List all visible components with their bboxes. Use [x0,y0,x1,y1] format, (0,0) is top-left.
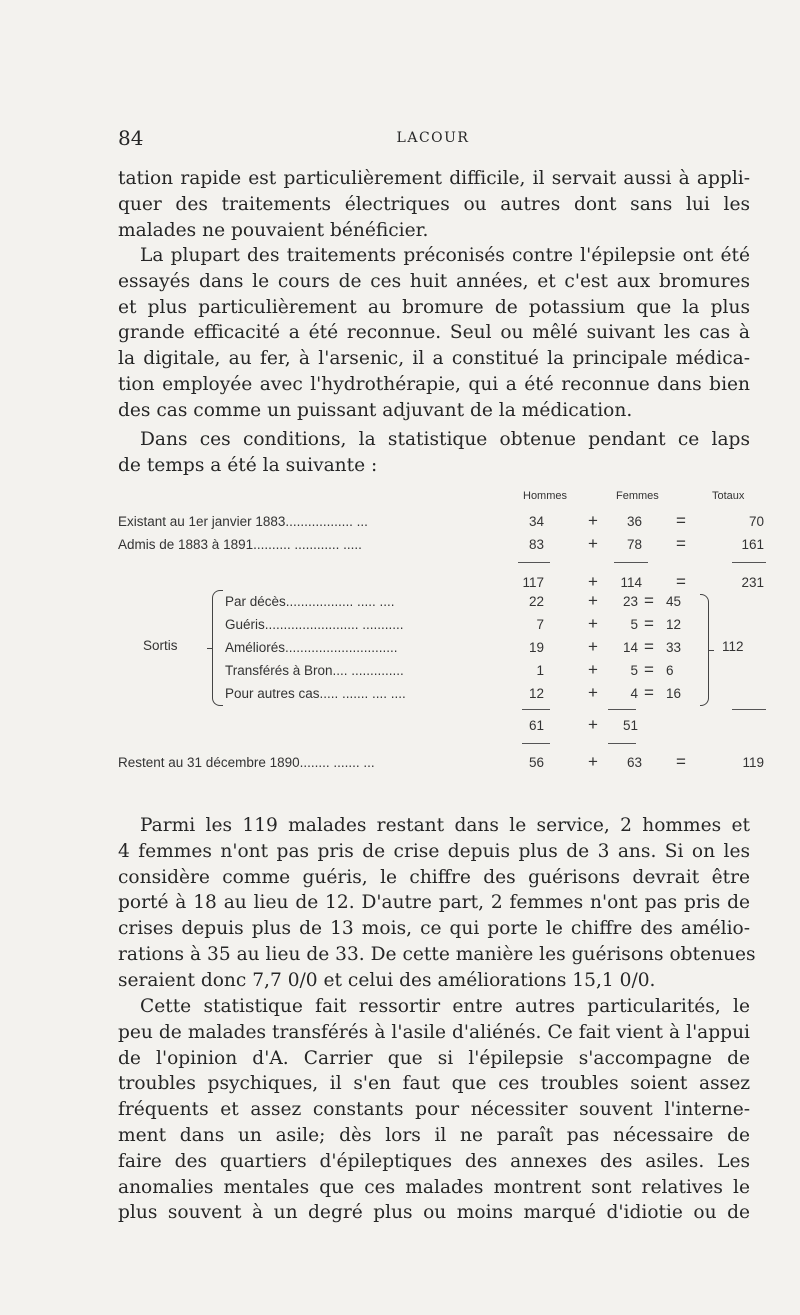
cell-existant-femmes: 36 [626,514,642,529]
equals-sign: = [644,660,654,679]
sortis-row-sum: 45 [666,594,682,609]
plus-sign: + [588,637,598,656]
cell-restent-hommes: 56 [528,755,544,770]
sortis-row-sum: 12 [666,617,682,632]
text-line: seraient donc 7,7 0/0 et celui des améliorations 15,1 0/0. [118,969,656,991]
text-line: essayés dans le cours de ces huit années, et c'est aux bromures [118,270,750,292]
sum-rule [732,562,766,563]
cell-restent-total: 119 [742,755,764,770]
plus-sign: + [588,572,598,591]
cell-subtotal-hommes: 117 [522,575,544,590]
text-line: La plupart des traitements préconisés contre l'épilepsie ont été [140,245,750,266]
plus-sign: + [588,660,598,679]
equals-sign: = [644,683,654,702]
sortis-row-femmes: 5 [630,663,638,678]
sortis-row-femmes: 4 [630,686,638,701]
text-line: la digitale, au fer, à l'arsenic, il a constitué la principale médica- [118,348,750,370]
page-number: 84 [118,126,144,150]
sortis-total: 112 [722,639,744,654]
sortis-sum-femmes: 51 [622,718,638,733]
text-line: plus souvent à un degré plus ou moins marqué d'idiotie ou de [118,1202,750,1224]
text-line: ment dans un asile; dès lors il ne paraît pas nécessaire de [118,1124,750,1146]
cell-restent-femmes: 63 [626,755,642,770]
text-line: considère comme guéris, le chiffre des guérisons devrait être [118,866,750,888]
text-line: de l'opinion d'A. Carrier que si l'épilepsie s'accompagne de [118,1047,750,1069]
cell-subtotal-femmes: 114 [620,575,642,590]
text-line: des cas comme un puissant adjuvant de la médication. [118,399,633,421]
cell-admis-femmes: 78 [626,537,642,552]
sortis-sum-hommes: 61 [528,718,544,733]
plus-sign: + [588,591,598,610]
sum-rule [608,743,636,744]
equals-sign: = [676,572,686,591]
sortis-row-sum: 33 [666,640,682,655]
equals-sign: = [676,534,686,553]
sortis-row-hommes: 22 [528,594,544,609]
sum-rule [522,743,550,744]
sortis-row-label: Par décès.................. ..... .... [225,594,395,609]
row-label-restent: Restent au 31 décembre 1890........ ....... ... [118,755,375,770]
text-line: rations à 35 au lieu de 33. De cette manière les guérisons obtenues [118,943,756,965]
text-line: crises depuis plus de 13 mois, ce qui porte le chiffre des amélio- [118,918,750,940]
text-line: quer des traitements électriques ou autres dont sans lui les [118,193,750,215]
paragraph-5 [118,994,750,1226]
text-line: et plus particulièrement au bromure de potassium que la plus [118,296,750,318]
row-label-admis: Admis de 1883 à 1891.......... ............ ..... [118,537,362,552]
sortis-label: Sortis [143,638,178,653]
text-line: Dans ces conditions, la statistique obtenue pendant ce laps [140,429,750,450]
row-label-existant: Existant au 1er janvier 1883.................. ... [118,514,368,529]
paragraph-4 [118,813,756,994]
equals-sign: = [676,511,686,530]
text-line: tation rapide est particulièrement difficile, il servait aussi à appli- [118,168,750,189]
sortis-row-label: Améliorés.............................. [225,640,398,655]
sortis-row-hommes: 7 [536,617,544,632]
cell-admis-hommes: 83 [528,537,544,552]
text-line: malades ne pouvaient bénéficier. [118,219,429,241]
left-brace [212,590,223,706]
equals-sign: = [644,637,654,656]
text-line: porté à 18 au lieu de 12. D'autre part, 2 femmes n'ont pas pris de [118,892,750,914]
sum-rule [522,709,550,710]
plus-sign: + [588,511,598,530]
sortis-row-hommes: 1 [536,663,544,678]
sortis-row-femmes: 5 [630,617,638,632]
col-header-hommes: Hommes [523,490,568,502]
plus-sign: + [588,534,598,553]
text-line: Parmi les 119 malades restant dans le service, 2 hommes et [140,815,750,836]
sum-rule [608,709,636,710]
sortis-row-label: Pour autres cas..... ....... .... .... [225,686,406,701]
plus-sign: + [588,614,598,633]
text-line: troubles psychiques, il s'en faut que ces troubles soient assez [118,1073,750,1095]
equals-sign: = [644,614,654,633]
cell-existant-total: 70 [748,514,764,529]
plus-sign: + [588,683,598,702]
text-line: grande efficacité a été reconnue. Seul ou mêlé suivant les cas à [118,322,750,344]
cell-existant-hommes: 34 [528,514,544,529]
sum-rule [732,709,766,710]
sortis-row-femmes: 14 [622,640,638,655]
cell-subtotal-total: 231 [741,575,764,590]
sortis-row-sum: 6 [666,663,674,678]
equals-sign: = [644,591,654,610]
sortis-row-hommes: 19 [528,640,544,655]
plus-sign: + [588,715,598,734]
sortis-row-femmes: 23 [622,594,638,609]
sum-rule [518,562,550,563]
equals-sign: = [676,752,686,771]
cell-admis-total: 161 [741,537,764,552]
sum-rule [614,562,648,563]
sortis-row-sum: 16 [666,686,682,701]
sortis-row-label: Transférés à Bron.... .............. [225,663,404,678]
running-title: LACOUR [396,130,470,146]
text-line: Cette statistique fait ressortir entre autres particularités, le [140,996,750,1017]
right-brace [700,594,709,706]
col-header-femmes: Femmes [616,490,659,502]
col-header-totaux: Totaux [712,490,745,502]
text-line: peu de malades transférés à l'asile d'aliénés. Ce fait vient à l'appui [118,1021,750,1043]
text-line: tion employée avec l'hydrothérapie, qui a été reconnue dans bien [118,373,750,395]
sortis-row-label: Guéris......................... ........... [225,617,404,632]
text-line: anomalies mentales que ces malades montrent sont relatives le [118,1176,750,1198]
text-line: de temps a été la suivante : [118,454,378,476]
sortis-row-hommes: 12 [528,686,544,701]
text-line: fréquents et assez constants pour nécessiter souvent l'interne- [118,1099,750,1121]
text-line: faire des quartiers d'épileptiques des annexes des asiles. Les [118,1150,750,1172]
plus-sign: + [588,752,598,771]
text-line: 4 femmes n'ont pas pris de crise depuis plus de 3 ans. Si on les [118,840,750,862]
